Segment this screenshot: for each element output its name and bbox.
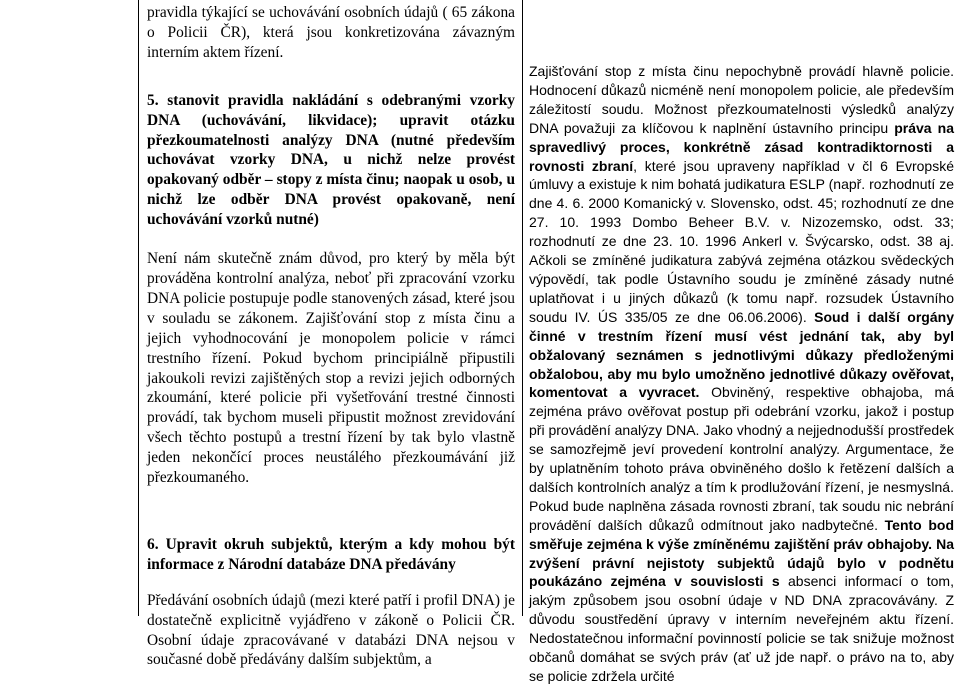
- right-text-6: Obviněný, respektive obhajoba, má zejména právo ověřovat postup při odebrání vzorku, jakož i postup při provádění analýzy DNA. Jako vhodný a nejjednodušší prostředek se samozřejmě jeví provedení kontrolní analýzy. Argumentace, že by uplatněním tohoto práva obviněného došlo k řetězení dalších a dalších kontrolních analýz a tím k prodlužování řízení, je nesmyslná. Pokud bude naplněna zásada rovnosti zbraní, tak soudu nic nebrání provádění dalších důkazů odmítnout jako nadbytečné.: [529, 384, 954, 533]
- right-text-2: Možnost přezkoumatelnosti výsledků analýzy DNA považuji za klíčovou k naplnění ústavního principu: [529, 100, 954, 136]
- right-text-4: , které jsou upraveny například v čl 6 Evropské úmluvy a existuje k nim bohatá judikatura ESLP (např. rozhodnutí ze dne 4. 6. 2000 Komanický v. Slovensko, odst. 45; rozhodnutí ze dne 27. 10. 1993 Dombo Beheer B.V. v. Nizozemsko, odst. 33; rozhodnutí ze dne 23. 10. 1996 Ankerl v. Švýcarsko, odst. 38 aj. Ačkoli se zmíněné judikatura zabývá zejména otázkou svědeckých výpovědí, tak podle Ústavního soudu je zmíněné zásady nutné uplatňovat i u jiných důkazů (k tomu např. rozsudek Ústavního soudu IV. ÚS 335/05 ze dne 06.06.2006).: [529, 157, 954, 325]
- right-text-1: Zajišťování stop z místa činu nepochybně provádí hlavně policie. Hodnocení důkazů nicméně není monopolem policie, ale především záležitostí soudu.: [529, 63, 954, 117]
- right-text-8: absenci informací o tom, jakým způsobem jsou osobní údaje v ND DNA zpracovávány. Z důvodu soustředění úpravy v interním neveřejném aktu řízení. Nedostatečnou informační povinností policie se tak snižuje možnost občanů domáhat se svých práv (ať už jde např. o právo na to, aby se policie zdržela určité: [529, 573, 954, 684]
- left-paragraph-transfer: Předávání osobních údajů (mezi které patří i profil DNA) je dostatečně explicitně vyjádřeno v zákoně o Policii ČR. Osobní údaje zpracovávané v databázi DNA nejsou v současné době předávány dalším subjektům, a: [147, 591, 515, 669]
- right-paragraph-main: [529, 62, 954, 686]
- right-text-3: práva na spravedlivý proces, konkrétně zásad kontradiktornosti a rovnosti zbraní: [529, 119, 954, 174]
- right-text-7: Tento bod směřuje zejména k výše zmíněnému zajištění práv obhajoby. Na zvýšení právní nejistoty subjektů údajů bylo v podnětu poukázáno zejména v souvislosti s: [529, 516, 955, 590]
- table-border-middle: [522, 0, 523, 616]
- right-text-5: Soud i další orgány činné v trestním řízení musí vést jednání tak, aby byl obžalovaný seznámen s jednotlivými důkazy předloženými obžalobou, aby mu bylo umožněno jednotlivé důkazy ověřovat, komentovat a vyvracet.: [529, 308, 954, 401]
- left-point-6-heading: 6. Upravit okruh subjektů, kterým a kdy mohou být informace z Národní databáze DNA předávány: [147, 535, 515, 573]
- left-column: [147, 0, 515, 670]
- left-paragraph-response: Není nám skutečně znám důvod, pro který by měla být prováděna kontrolní analýza, neboť při zpracování vzorku DNA policie postupuje podle stanovených zásad, které jsou v souladu se zákonem. Zajišťování stop z místa činu a jejich vyhodnocování je monopolem policie v rámci trestního řízení. Pokud bychom principiálně připustili jakoukoli revizi zajištěných stop a revizi jejich odborných zkoumání, které policie při vyšetřování trestné činnosti provádí, tak bychom museli připustit možnost zrevidování všech těchto postupů a trestní řízení by tak bylo vlastně jeden nekončící proces neustálého přezkoumávání již přezkoumaného.: [147, 250, 515, 487]
- table-border-left: [138, 0, 139, 616]
- right-column: [529, 62, 954, 686]
- left-point-5-heading: 5. stanovit pravidla nakládání s odebranými vzorky DNA (uchovávání, likvidace); upravit otázku přezkoumatelnosti analýzy DNA (nutné především uchovávat vzorky DNA, u nichž nelze provést opakovaný odběr – stopy z místa činu; naopak u osob, u nichž lze odběr DNA provést opakovaně, není uchovávání vzorků nutné): [147, 91, 515, 229]
- left-paragraph-intro: pravidla týkající se uchovávání osobních údajů ( 65 zákona o Policii ČR), která jsou konkretizována závazným interním aktem řízení.: [147, 4, 515, 61]
